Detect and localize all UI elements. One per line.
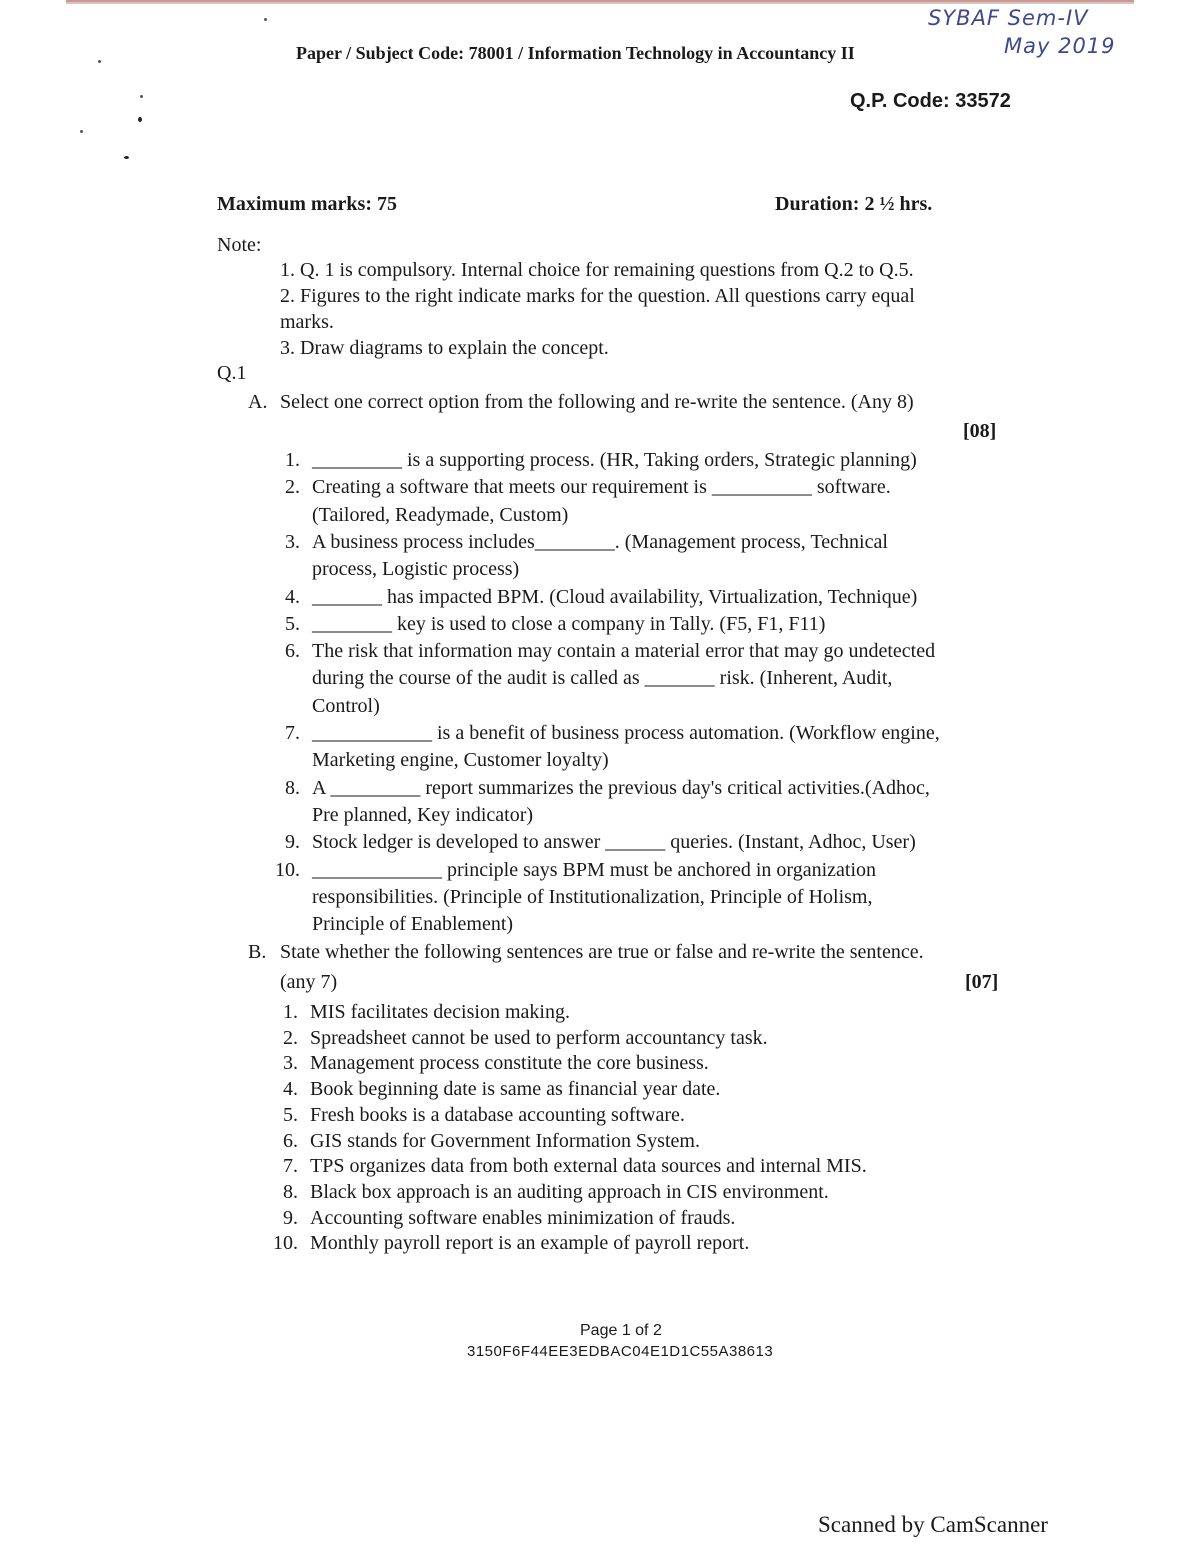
- item-text: (Tailored, Readymade, Custom): [312, 503, 569, 526]
- item-text: Fresh books is a database accounting software.: [310, 1103, 685, 1126]
- note-item: 2. Figures to the right indicate marks for the question. All questions carry equal: [280, 285, 915, 307]
- item-text: Spreadsheet cannot be used to perform accountancy task.: [310, 1026, 768, 1049]
- item-text: TPS organizes data from both external data sources and internal MIS.: [310, 1155, 867, 1178]
- item-text: Black box approach is an auditing approach in CIS environment.: [310, 1180, 829, 1203]
- section-marks: [07]: [965, 971, 999, 993]
- scan-speck: [98, 60, 101, 63]
- note-item: 3. Draw diagrams to explain the concept.: [280, 337, 609, 359]
- item-number: 2.: [283, 1026, 298, 1049]
- item-number: 8.: [285, 776, 300, 799]
- note-label: Note:: [217, 234, 262, 256]
- page-number: Page 1 of 2: [580, 1322, 662, 1339]
- item-number: 3.: [283, 1052, 298, 1075]
- duration: Duration: 2 ½ hrs.: [775, 193, 933, 215]
- note-item: marks.: [280, 311, 334, 333]
- scan-top-edge-tint: [66, 0, 1134, 2]
- section-letter: A.: [248, 391, 268, 413]
- item-text: Pre planned, Key indicator): [312, 803, 534, 826]
- item-text: Accounting software enables minimization of frauds.: [310, 1206, 736, 1229]
- section-letter: B.: [248, 941, 267, 963]
- item-number: 3.: [285, 530, 300, 553]
- item-text: The risk that information may contain a material error that may go undetected: [312, 640, 936, 663]
- item-text: Monthly payroll report is an example of payroll report.: [310, 1232, 750, 1255]
- scan-speck: [140, 95, 143, 98]
- item-text: _____________ principle says BPM must be anchored in organization: [312, 858, 876, 881]
- item-text: A _________ report summarizes the previous day's critical activities.(Adhoc,: [312, 776, 930, 799]
- item-text: ____________ is a benefit of business process automation. (Workflow engine,: [312, 722, 940, 744]
- item-text: ________ key is used to close a company in Tally. (F5, F1, F11): [312, 612, 826, 635]
- max-marks: Maximum marks: 75: [217, 193, 397, 215]
- item-number: 2.: [285, 476, 300, 499]
- item-text: Book beginning date is same as financial year date.: [310, 1078, 721, 1101]
- item-text: Marketing engine, Customer loyalty): [312, 749, 609, 772]
- item-number: 5.: [283, 1103, 298, 1126]
- item-text: Stock ledger is developed to answer ______ queries. (Instant, Adhoc, User): [312, 831, 916, 854]
- item-text: Creating a software that meets our requirement is __________ software.: [312, 476, 891, 499]
- item-text: _______ has impacted BPM. (Cloud availability, Virtualization, Technique): [312, 585, 918, 608]
- camscanner-watermark: Scanned by CamScanner: [818, 1512, 1048, 1537]
- scan-speck: [138, 117, 142, 122]
- item-number: 9.: [283, 1206, 298, 1229]
- item-text: Management process constitute the core business.: [310, 1052, 709, 1075]
- scan-speck: [124, 156, 129, 159]
- item-number: 4.: [285, 585, 300, 608]
- handwritten-date: May 2019: [1004, 34, 1116, 58]
- section-marks: [08]: [963, 420, 997, 442]
- item-number: 1.: [285, 449, 300, 471]
- scan-speck: [80, 130, 83, 133]
- item-number: 7.: [283, 1155, 298, 1178]
- item-text: MIS facilitates decision making.: [310, 1001, 570, 1023]
- section-instruction: Select one correct option from the following and re-write the sentence. (Any 8): [280, 391, 914, 413]
- item-number: 6.: [283, 1129, 298, 1152]
- note-item: 1. Q. 1 is compulsory. Internal choice for remaining questions from Q.2 to Q.5.: [280, 259, 914, 281]
- item-number: 1.: [283, 1001, 298, 1023]
- item-number: 8.: [283, 1180, 298, 1203]
- item-text: Control): [312, 694, 380, 717]
- item-number: 9.: [285, 831, 300, 854]
- question-number: Q.1: [217, 362, 247, 384]
- item-number: 10.: [273, 1232, 298, 1255]
- item-text: process, Logistic process): [312, 558, 520, 581]
- item-text: responsibilities. (Principle of Institutionalization, Principle of Holism,: [312, 885, 873, 908]
- item-number: 6.: [285, 640, 300, 663]
- section-instruction: State whether the following sentences are true or false and re-write the sentence.: [280, 941, 924, 963]
- document-hash: 3150F6F44EE3EDBAC04E1D1C55A38613: [467, 1343, 774, 1360]
- qp-code: Q.P. Code: 33572: [850, 90, 1011, 112]
- item-text: A business process includes________. (Management process, Technical: [312, 530, 888, 553]
- scan-speck: [264, 18, 267, 21]
- item-text: during the course of the audit is called as _______ risk. (Inherent, Audit,: [312, 667, 893, 690]
- item-number: 5.: [285, 612, 300, 635]
- item-text: Principle of Enablement): [312, 913, 514, 936]
- handwritten-course: SYBAF Sem-IV: [928, 6, 1089, 30]
- item-text: GIS stands for Government Information System.: [310, 1129, 700, 1152]
- item-number: 7.: [285, 722, 300, 744]
- item-number: 10.: [275, 858, 300, 881]
- section-instruction-cont: (any 7): [280, 971, 338, 993]
- item-text: _________ is a supporting process. (HR, Taking orders, Strategic planning): [312, 449, 917, 471]
- subject-header: Paper / Subject Code: 78001 / Information Technology in Accountancy II: [296, 43, 855, 63]
- item-number: 4.: [283, 1078, 298, 1101]
